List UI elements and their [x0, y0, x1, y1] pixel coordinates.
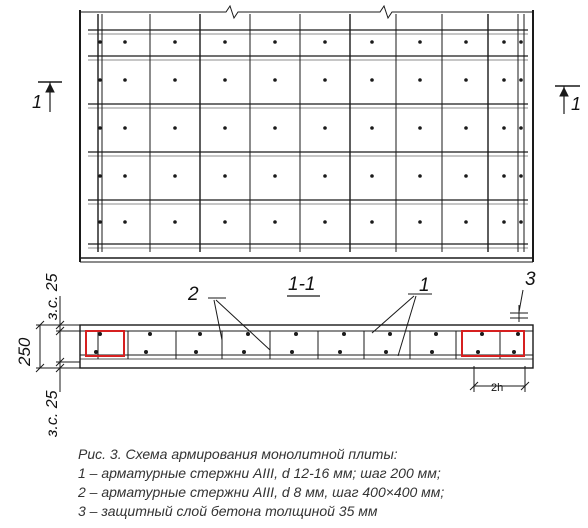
plan-rebar-dot	[418, 126, 422, 130]
plan-rebar-dot	[418, 174, 422, 178]
callout-2-label: 2	[188, 284, 199, 305]
plan-rebar-dot	[519, 40, 523, 44]
plan-rebar-dot	[123, 78, 127, 82]
plan-rebar-dot	[418, 220, 422, 224]
plan-rebar-dot	[370, 174, 374, 178]
dim-2h-label: 2h	[491, 382, 504, 394]
caption-line-2: 2 – арматурные стержни AIII, d 8 мм, шаг 400×400 мм;	[78, 484, 445, 500]
plan-rebar-grid	[88, 14, 528, 252]
plan-rebar-dot	[502, 78, 506, 82]
plan-rebar-dots	[98, 40, 523, 224]
callout-1-label: 1	[419, 275, 430, 296]
callout-3-label: 3	[525, 269, 536, 290]
section-rebar-dot-bottom	[194, 350, 198, 354]
plan-rebar-dot	[464, 126, 468, 130]
plan-rebar-dot	[273, 174, 277, 178]
plan-rebar-dot	[273, 78, 277, 82]
plan-rebar-dot	[223, 174, 227, 178]
plan-rebar-dot	[519, 126, 523, 130]
plan-rebar-dot	[223, 40, 227, 44]
caption-line-3: 3 – защитный слой бетона толщиной 35 мм	[78, 503, 378, 519]
dim-bottom-cover: з.с. 25	[44, 390, 61, 437]
plan-rebar-dot	[418, 40, 422, 44]
section-view	[15, 269, 536, 438]
section-rebar-dot-bottom	[144, 350, 148, 354]
plan-rebar-dot	[273, 40, 277, 44]
plan-rebar-dot	[173, 126, 177, 130]
plan-rebar-dot	[464, 174, 468, 178]
plan-rebar-dot	[123, 126, 127, 130]
section-title: 1-1	[288, 274, 316, 295]
plan-rebar-dot	[123, 40, 127, 44]
plan-rebar-dot	[173, 174, 177, 178]
plan-rebar-dot	[323, 220, 327, 224]
callout-3-leaders	[510, 290, 528, 322]
plan-rebar-dot	[370, 78, 374, 82]
plan-rebar-dot	[502, 126, 506, 130]
plan-rebar-dot	[273, 126, 277, 130]
plan-rebar-dot	[173, 78, 177, 82]
plan-rebar-dot	[519, 220, 523, 224]
plan-rebar-dot	[98, 78, 102, 82]
plan-rebar-dot	[464, 220, 468, 224]
section-mark-right-label: 1	[571, 94, 582, 114]
callout-2-leaders	[208, 298, 270, 350]
plan-rebar-dot	[464, 40, 468, 44]
plan-rebar-dot	[370, 220, 374, 224]
section-rebar-dot-top	[294, 332, 298, 336]
dim-top-cover: з.с. 25	[44, 273, 61, 320]
plan-rebar-dot	[418, 78, 422, 82]
plan-rebar-dot	[223, 126, 227, 130]
plan-rebar-dot	[123, 174, 127, 178]
plan-rebar-dot	[98, 40, 102, 44]
plan-rebar-dot	[502, 220, 506, 224]
section-rebar-dot-top	[342, 332, 346, 336]
plan-rebar-dot	[464, 78, 468, 82]
plan-rebar-dot	[173, 220, 177, 224]
section-rebar-dot-top	[148, 332, 152, 336]
plan-break-line	[80, 6, 533, 18]
plan-rebar-dot	[323, 78, 327, 82]
plan-rebar-dot	[223, 220, 227, 224]
plan-rebar-dot	[98, 126, 102, 130]
section-rebar-dot-bottom	[512, 350, 516, 354]
plan-rebar-dot	[273, 220, 277, 224]
plan-rebar-dot	[323, 174, 327, 178]
plan-rebar-dot	[370, 40, 374, 44]
section-rebar-dot-bottom	[338, 350, 342, 354]
plan-rebar-dot	[123, 220, 127, 224]
plan-rebar-dot	[173, 40, 177, 44]
plan-rebar-dot	[502, 174, 506, 178]
section-rebar-dot-bottom	[476, 350, 480, 354]
plan-rebar-dot	[323, 126, 327, 130]
edge-zone-left	[86, 331, 124, 356]
section-rebar-dot-top	[198, 332, 202, 336]
plan-rebar-dot	[98, 174, 102, 178]
section-mark-right	[555, 86, 581, 114]
section-rebar-dot-top	[516, 332, 520, 336]
plan-rebar-dot	[519, 174, 523, 178]
caption-line-1: 1 – арматурные стержни AIII, d 12-16 мм; шаг 200 мм;	[78, 465, 441, 481]
section-rebar-dot-top	[480, 332, 484, 336]
section-rebar-dot-top	[98, 332, 102, 336]
section-rebar-dot-bottom	[430, 350, 434, 354]
plan-rebar-dot	[98, 220, 102, 224]
plan-view	[80, 6, 533, 262]
section-rebar-dot-bottom	[242, 350, 246, 354]
dim-total-thickness: 250	[15, 337, 34, 366]
section-mark-left-label: 1	[32, 92, 43, 112]
plan-rebar-dot	[370, 126, 374, 130]
plan-rebar-dot	[323, 40, 327, 44]
section-rebar-dot-bottom	[290, 350, 294, 354]
caption-title: Рис. 3. Схема армирования монолитной плиты:	[78, 446, 398, 462]
section-rebar-dot-top	[434, 332, 438, 336]
section-rebar-dot-bottom	[384, 350, 388, 354]
section-rebar-dot-top	[246, 332, 250, 336]
section-rebar-dot-bottom	[94, 350, 98, 354]
section-mark-left	[32, 82, 62, 112]
plan-rebar-dot	[502, 40, 506, 44]
section-rebar-dot-top	[388, 332, 392, 336]
plan-rebar-dot	[223, 78, 227, 82]
plan-rebar-dot	[519, 78, 523, 82]
